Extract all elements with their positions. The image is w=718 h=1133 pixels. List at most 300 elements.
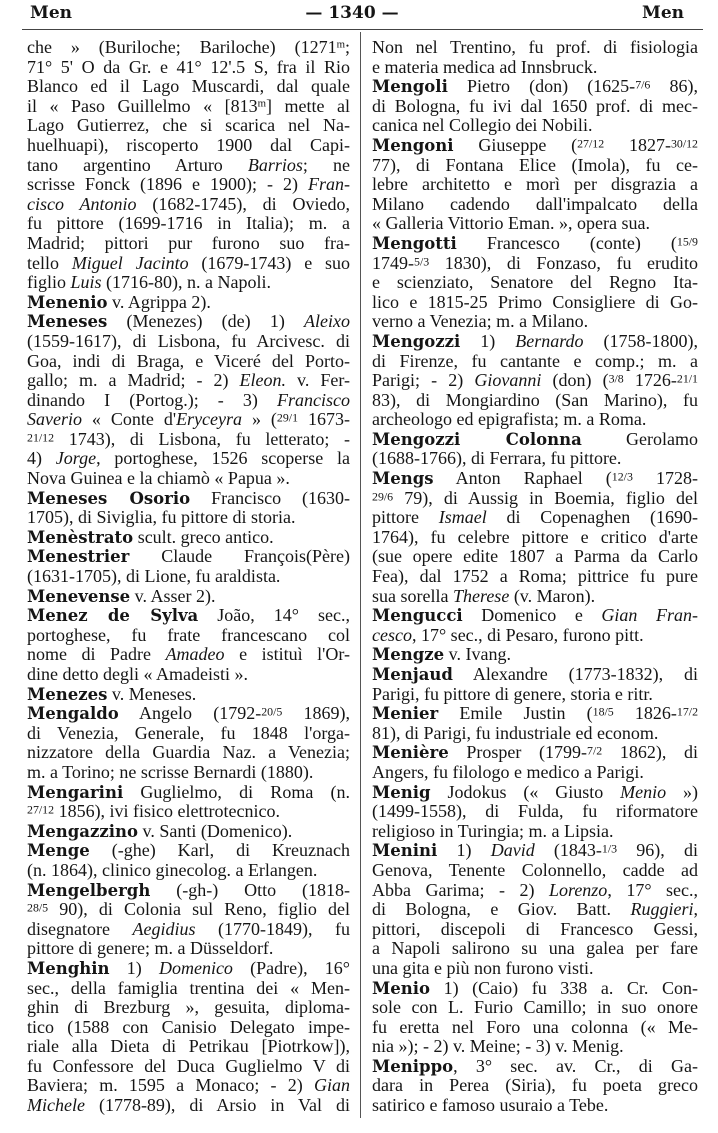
italic-name: Bernardo [515, 331, 584, 351]
text-run: scrisse Fonck (1896 e 1900); - 2) [27, 175, 308, 195]
text-line [27, 939, 350, 959]
text-line [372, 587, 698, 607]
text-run: Abba Garima; - 2) [372, 880, 549, 900]
text-run: Milano cadendo dall'impalcato della [372, 194, 698, 214]
text-line [372, 489, 698, 509]
superscript: m [336, 38, 345, 51]
text-line [27, 293, 350, 313]
text-line [27, 1096, 350, 1116]
text-run: (1778-89), di Arsio in Val di [84, 1096, 350, 1116]
text-line [372, 802, 698, 822]
text-run: ] mette al [266, 96, 350, 116]
text-line [372, 77, 698, 97]
text-line [372, 234, 698, 254]
italic-name: Michele [27, 1096, 85, 1116]
text-run: Angers, fu filologo e medico a Parigi. [372, 762, 644, 782]
text-line [27, 567, 350, 587]
text-line [27, 881, 350, 901]
text-line [27, 587, 350, 607]
text-line [27, 508, 350, 528]
text-line [372, 704, 698, 724]
text-run: tello [27, 253, 72, 273]
text-line [372, 175, 698, 195]
dictionary-entry [372, 77, 698, 136]
text-line [27, 1018, 350, 1038]
text-run: Alexandre (1773-1832), di [452, 665, 698, 684]
headword: Menèstrato [27, 527, 134, 547]
text-run: ; [344, 38, 350, 57]
text-run: e istituì l'Or- [224, 645, 350, 665]
text-run: Baviera; m. 1595 a Monaco; - 2) [27, 1076, 314, 1096]
text-line [27, 371, 350, 391]
headword: Menjaud [372, 665, 453, 684]
text-line [372, 449, 698, 469]
text-line [372, 1096, 698, 1116]
text-line [27, 312, 350, 332]
text-run: Francisco (1630- [190, 488, 350, 508]
text-run: (1499-1558), di Fulda, fu riformatore [372, 802, 698, 822]
date-fraction: 27/12 [577, 136, 605, 151]
date-fraction: 18/5 [592, 704, 614, 719]
text-line [27, 606, 350, 626]
headword: Mengazzino [27, 821, 138, 841]
text-run: nizzatore della Guardia Naz. a Venezia; [27, 743, 350, 763]
headword: Mengelbergh [27, 880, 151, 900]
text-run: Angelo (1792- [118, 704, 262, 724]
text-run: scult. greco antico. [133, 527, 274, 547]
text-line [27, 273, 350, 293]
text-run: nome di Padre [27, 645, 166, 665]
text-line [372, 352, 698, 372]
text-run: portoghese, fu frate francescano col [27, 625, 350, 645]
text-run: , 17° sec., di Pesaro, furono pitt. [411, 625, 644, 645]
text-line [372, 567, 698, 587]
text-run: lico e 1815-25 Primo Consigliere di Go- [372, 292, 698, 312]
text-run: ; ne [302, 155, 350, 175]
dictionary-entry [372, 332, 698, 430]
dictionary-entry [372, 136, 698, 234]
headword: Mengs [372, 469, 434, 489]
text-line [27, 841, 350, 861]
headword: Mengaldo [27, 704, 119, 724]
dictionary-entry [372, 665, 698, 704]
text-run: tano argentino Arturo [27, 155, 248, 175]
text-line [372, 939, 698, 959]
text-run: ») [666, 782, 698, 802]
text-line [372, 547, 698, 567]
text-line [372, 959, 698, 979]
text-line [372, 979, 698, 999]
text-line [372, 391, 698, 411]
dictionary-entry [27, 587, 350, 607]
text-run: Goa, indi di Braga, e Viceré del Porto- [27, 351, 350, 371]
text-line [372, 312, 698, 332]
dictionary-entry [27, 841, 350, 880]
text-run: 90), di Colonia sul Reno, figlio del [48, 900, 350, 920]
text-run: (v. Maron). [509, 586, 596, 606]
dictionary-entry [27, 685, 350, 705]
text-run: una gita e più non furono visti. [372, 958, 594, 978]
text-run: 1862), di [602, 743, 698, 763]
text-run: sec., della famiglia trentina dei « Men- [27, 978, 350, 998]
dictionary-entry [27, 881, 350, 959]
date-fraction: 21/12 [27, 430, 55, 445]
text-run: v. Ivang. [444, 645, 511, 665]
text-run: archeologo ed epigrafista; m. a Roma. [372, 410, 647, 430]
text-run: dara in Perea (Siria), fu poeta greco [372, 1076, 698, 1096]
text-line [27, 763, 350, 783]
text-line [372, 1076, 698, 1096]
text-line [27, 430, 350, 450]
right-column [372, 38, 698, 1116]
text-run: Fea), dal 1752 a Roma; pittrice fu pure [372, 567, 698, 587]
text-run: che » (Buriloche; Bariloche) (1271 [27, 38, 337, 57]
italic-name: Fran- [308, 175, 350, 195]
text-line [27, 959, 350, 979]
text-run: il « Paso Guillelmo « [813 [27, 96, 258, 116]
text-line [27, 861, 350, 881]
text-line [372, 841, 698, 861]
text-run: João, 14° sec., [198, 606, 350, 626]
text-run: di Firenze, fu cantante e comp.; m. a [372, 351, 698, 371]
date-fraction: 28/5 [27, 900, 49, 915]
text-line [372, 97, 698, 117]
dictionary-entry [372, 469, 698, 606]
italic-name: Ruggieri [630, 900, 694, 920]
text-run: 1749- [372, 253, 414, 273]
text-run: Francesco (conte) ( [456, 233, 677, 253]
text-line [372, 645, 698, 665]
headword: Mengarini [27, 782, 124, 802]
text-line [27, 920, 350, 940]
dictionary-entry [27, 783, 350, 822]
text-line [372, 293, 698, 313]
text-run: gallo; m. a Madrid; - 2) [27, 371, 240, 391]
italic-name: Barrios [247, 155, 303, 175]
text-run: pittori, discepoli di Francesco Gessi, [372, 919, 698, 939]
text-line [372, 920, 698, 940]
header-rule [22, 29, 703, 30]
text-line [372, 156, 698, 176]
text-run: di Copenaghen (1690- [486, 508, 698, 528]
superscript: m [257, 97, 266, 110]
dictionary-entry [27, 822, 350, 842]
headword: Mengotti [372, 233, 457, 253]
text-run: (Padre), 16° [232, 958, 350, 978]
text-run: v. Santi (Domenico). [138, 821, 293, 841]
date-fraction: 5/3 [414, 253, 430, 268]
text-run: dine detto degli « Amadeisti ». [27, 665, 248, 684]
headword: Mengozzi Colonna [372, 429, 582, 449]
italic-name: Gian [314, 1076, 350, 1096]
text-run: 1856), ivi fisico elettrotecnico. [54, 802, 280, 822]
dictionary-entry [27, 547, 350, 586]
text-run: (don) ( [541, 371, 609, 391]
page-number: — 1340 — [305, 3, 399, 23]
text-run: 96), di [617, 841, 698, 861]
text-line [372, 998, 698, 1018]
text-run: Prosper (1799- [448, 743, 588, 763]
text-run: (1758-1800), [583, 331, 698, 351]
headword: Mengze [372, 645, 445, 665]
dictionary-entry [27, 528, 350, 548]
text-line [27, 900, 350, 920]
italic-name: Francisco [277, 390, 350, 410]
text-run: v. Fer- [286, 371, 350, 391]
headword: Menier [372, 704, 439, 724]
text-run: (-gh-) Otto (1818- [150, 880, 350, 900]
text-line [27, 352, 350, 372]
text-run: 1) (Caio) fu 338 a. Cr. Con- [430, 978, 698, 998]
text-run: 1743), di Lisbona, fu letterato; - [54, 429, 350, 449]
text-run: figlio [27, 273, 71, 293]
dictionary-entry [27, 312, 350, 488]
italic-name: cisco Antonio [27, 194, 137, 214]
text-run: tico (1588 con Canisio Delegato impe- [27, 1017, 350, 1037]
text-line [372, 195, 698, 215]
date-fraction: 30/12 [670, 136, 698, 151]
text-run: huelhuapi), riscoperto 1900 dal Capi- [27, 135, 350, 155]
italic-name: Therese [452, 586, 510, 606]
text-run: a Napoli salirono su una galea per fare [372, 939, 698, 959]
date-fraction: 20/5 [261, 704, 283, 719]
dictionary-entry [27, 293, 350, 313]
text-line [27, 234, 350, 254]
headword: Mengoni [372, 135, 454, 155]
text-run: e scienziato, Senatore del Regno Ita- [372, 273, 698, 293]
text-run: , portoghese, 1526 scoperse la [96, 449, 350, 469]
text-line [372, 743, 698, 763]
text-line [27, 979, 350, 999]
text-run: 1) [460, 331, 516, 351]
text-run: fu pittore (1699-1716 in Italia); m. a [27, 214, 350, 234]
text-run: satirico e famoso usuraio a Tebe. [372, 1096, 609, 1116]
text-run: (1770-1849), fu [195, 919, 350, 939]
text-run: 1) [109, 958, 159, 978]
text-line [372, 58, 698, 78]
text-line [27, 704, 350, 724]
text-line [27, 97, 350, 117]
text-run: , 3° sec. av. Cr., di Ga- [453, 1056, 698, 1076]
text-run: fu Confessore del Duca Guglielmo V di [27, 1056, 350, 1076]
text-run: fu eretta nel Foro una colonna (« Me- [372, 1017, 698, 1037]
date-fraction: 17/2 [676, 704, 698, 719]
text-line [372, 626, 698, 646]
date-fraction: 15/9 [676, 234, 698, 249]
dictionary-entry [27, 959, 350, 1116]
text-run: Giuseppe ( [453, 135, 578, 155]
text-line [372, 528, 698, 548]
dictionary-entry [372, 1057, 698, 1116]
text-run: Parigi, fu pittore di genere, storia e ritr. [372, 684, 653, 704]
text-run: verno a Venezia; m. a Milano. [372, 312, 589, 332]
italic-name: Eryceyra [176, 410, 243, 430]
text-line [27, 626, 350, 646]
italic-name: Aegidius [132, 919, 196, 939]
text-run: 4) [27, 449, 56, 469]
headword: Mengozzi [372, 331, 461, 351]
text-run: lebre architetto e morì per disgrazia a [372, 175, 698, 195]
text-run: v. Agrippa 2). [107, 292, 211, 312]
headword: Menenio [27, 292, 108, 312]
date-fraction: 21/1 [676, 371, 698, 386]
text-run: 81), di Parigi, fu industriale ed econom. [372, 723, 659, 743]
italic-name: Domenico [158, 958, 233, 978]
headword: Menez de Sylva [27, 606, 199, 626]
text-run: (1716-80), n. a Napoli. [101, 273, 271, 293]
text-run: sua sorella [372, 586, 453, 606]
text-line [372, 214, 698, 234]
text-run: 83), di Mongiardino (San Marino), fu [372, 390, 698, 410]
headword: Menge [27, 841, 90, 861]
text-run: 1726- [623, 371, 677, 391]
text-run: nia »); - 2) v. Meine; - 3) v. Menig. [372, 1037, 624, 1057]
text-line [372, 136, 698, 156]
date-fraction: 27/12 [27, 802, 55, 817]
text-run: , [693, 900, 698, 920]
text-line [27, 175, 350, 195]
text-run: 1764), fu celebre pittore e critico d'arte [372, 527, 698, 547]
dictionary-entry [372, 743, 698, 782]
text-line [372, 822, 698, 842]
text-line [372, 1057, 698, 1077]
text-line [372, 469, 698, 489]
dictionary-entry [27, 38, 350, 293]
text-line [27, 665, 350, 685]
text-line [372, 881, 698, 901]
headword: Menippo [372, 1056, 454, 1076]
text-line [27, 136, 350, 156]
text-line [27, 116, 350, 136]
text-line [372, 116, 698, 136]
left-column [27, 38, 350, 1116]
text-line [372, 1018, 698, 1038]
date-fraction: 29/6 [372, 489, 394, 504]
text-line [372, 410, 698, 430]
text-run: (1843- [534, 841, 602, 861]
text-line [27, 469, 350, 489]
text-run: di Bologna, e Giov. Batt. [372, 900, 631, 920]
italic-name: Eleon. [239, 371, 287, 391]
text-line [27, 38, 350, 58]
italic-name: David [490, 841, 535, 861]
text-run: (Menezes) (de) 1) [107, 312, 305, 332]
text-run: Gerolamo [581, 429, 698, 449]
text-run: disegnatore [27, 919, 133, 939]
headword: Mengucci [372, 606, 463, 626]
text-run: Pietro (don) (1625- [447, 77, 636, 97]
text-line [27, 156, 350, 176]
text-line [27, 822, 350, 842]
text-line [27, 1037, 350, 1057]
italic-name: Luis [70, 273, 102, 293]
text-run: Domenico e [462, 606, 602, 626]
text-run: Parigi; - 2) [372, 371, 475, 391]
text-line [27, 214, 350, 234]
text-line [372, 371, 698, 391]
text-run: Jodokus (« Giusto [430, 782, 621, 802]
text-line [27, 195, 350, 215]
dictionary-entry [372, 783, 698, 842]
italic-name: Lorenzo [548, 880, 608, 900]
italic-name: Gian Fran- [601, 606, 698, 626]
dictionary-entry [27, 489, 350, 528]
text-run: 1673- [298, 410, 350, 430]
text-line [372, 332, 698, 352]
italic-name: Jorge [55, 449, 97, 469]
text-line [27, 724, 350, 744]
text-run: 79), di Aussig in Boemia, figlio del [393, 488, 698, 508]
text-run: ghin di Brezburg », gesuita, diploma- [27, 998, 350, 1018]
text-line [372, 861, 698, 881]
date-fraction: 7/2 [587, 743, 603, 758]
text-line [27, 783, 350, 803]
text-line [27, 998, 350, 1018]
dictionary-entry [372, 979, 698, 1057]
text-run: 1869), [282, 704, 350, 724]
text-line [27, 391, 350, 411]
text-line [27, 1057, 350, 1077]
text-run: « Conte d' [81, 410, 177, 430]
text-run: (1682-1745), di Oviedo, [136, 194, 350, 214]
dictionary-entry [372, 841, 698, 978]
dictionary-entry [372, 430, 698, 469]
dictionary-entry [372, 38, 698, 77]
text-line [27, 1076, 350, 1096]
italic-name: Aleixo [304, 312, 350, 332]
running-head-right: Men [642, 3, 684, 23]
text-line [372, 763, 698, 783]
text-run: 77), di Fontana Elice (Imola), fu ce- [372, 155, 698, 175]
dictionary-entry [27, 704, 350, 782]
text-run: riale alla Dieta di Petrikau [Piotrkow]), [27, 1037, 350, 1057]
text-run: 1826- [613, 704, 677, 724]
text-run: Madrid; pittori pur furono suo fra- [27, 233, 350, 253]
date-fraction: 7/6 [635, 77, 651, 92]
text-run: Genova, Tenente Colonnello, cadde ad [372, 860, 698, 880]
italic-name: Saverio [27, 410, 82, 430]
text-line [372, 38, 698, 58]
headword: Meneses Osorio [27, 488, 191, 508]
italic-name: Ismael [438, 508, 487, 528]
text-line [27, 528, 350, 548]
text-run: e materia medica ad Innsbruck. [372, 57, 598, 77]
text-run: (1559-1617), di Lisbona, fu Arcivesc. di [27, 331, 350, 351]
text-line [27, 645, 350, 665]
text-run: canica nel Collegio dei Nobili. [372, 116, 593, 136]
text-run: di Venezia, Generale, fu 1848 l'orga- [27, 723, 350, 743]
text-run: (1688-1766), di Ferrara, fu pittore. [372, 449, 622, 469]
text-line [27, 547, 350, 567]
text-run: Blanco ed il Lago Muscardi, dal quale [27, 77, 350, 97]
text-run: 86), [650, 77, 698, 97]
text-line [372, 724, 698, 744]
italic-name: cesco [372, 625, 412, 645]
text-run: sole con L. Furio Camillo; in suo onore [372, 998, 698, 1018]
dictionary-entry [372, 606, 698, 645]
date-fraction: 3/8 [608, 371, 624, 386]
text-line [372, 665, 698, 685]
text-run: 1728- [632, 469, 698, 489]
text-run: Guglielmo, di Roma (n. [123, 782, 350, 802]
text-run: Nova Guinea e la chiamò « Papua ». [27, 469, 290, 489]
dictionary-entry [372, 645, 698, 665]
text-run: v. Meneses. [107, 684, 197, 704]
text-line [372, 1037, 698, 1057]
text-run: Anton Raphael ( [433, 469, 612, 489]
text-line [372, 254, 698, 274]
headword: Meneses [27, 312, 108, 332]
